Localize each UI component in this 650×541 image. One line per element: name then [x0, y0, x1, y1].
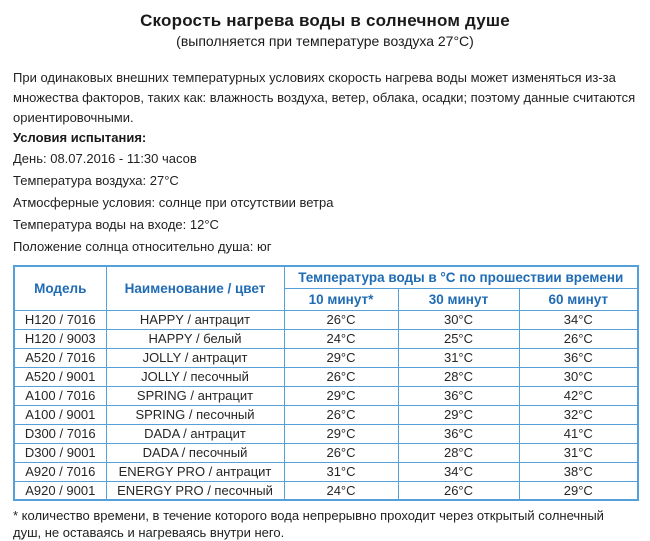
table-row — [14, 424, 638, 443]
table-row — [14, 462, 638, 481]
table-row — [14, 386, 638, 405]
cell-temp-60min: 30°C — [519, 367, 638, 386]
intro-paragraph: При одинаковых внешних температурных условиях скорость нагрева воды может изменяться из-за множества факторов, таких как: влажность воздуха, ветер, облака, осадки; поэтому данные считаются ориентировочными. — [13, 70, 636, 125]
table-body — [14, 310, 638, 500]
condition-line: Положение солнца относительно душа: юг — [13, 239, 272, 254]
cell-temp-60min: 32°C — [519, 405, 638, 424]
footnote: * количество времени, в течение которого вода непрерывно проходит через открытый солнечный душ, не оставаясь и нагреваясь внутри него. — [13, 508, 604, 540]
cell-model: A100 / 7016 — [14, 386, 106, 405]
table-row — [14, 367, 638, 386]
cell-model: D300 / 9001 — [14, 443, 106, 462]
conditions-list — [13, 148, 637, 258]
cell-temp-60min: 36°C — [519, 348, 638, 367]
cell-name: JOLLY / антрацит — [106, 348, 284, 367]
cell-model: A100 / 9001 — [14, 405, 106, 424]
table-header-row-1 — [14, 266, 638, 288]
page-subtitle: (выполняется при температуре воздуха 27°C) — [176, 33, 474, 49]
cell-temp-30min: 30°C — [398, 310, 519, 329]
cell-temp-10min: 24°C — [284, 481, 398, 500]
column-header-model: Модель — [14, 266, 106, 310]
cell-name: ENERGY PRO / песочный — [106, 481, 284, 500]
cell-model: H120 / 9003 — [14, 329, 106, 348]
cell-temp-60min: 34°C — [519, 310, 638, 329]
column-header-60min: 60 минут — [519, 288, 638, 310]
cell-temp-30min: 28°C — [398, 443, 519, 462]
cell-name: JOLLY / песочный — [106, 367, 284, 386]
cell-name: HAPPY / антрацит — [106, 310, 284, 329]
cell-name: SPRING / антрацит — [106, 386, 284, 405]
table-header — [14, 266, 638, 310]
cell-temp-60min: 26°C — [519, 329, 638, 348]
cell-temp-60min: 31°C — [519, 443, 638, 462]
condition-line: День: 08.07.2016 - 11:30 часов — [13, 151, 197, 166]
column-header-temp-group: Температура воды в °C по прошествии времени — [284, 266, 638, 288]
cell-temp-30min: 25°C — [398, 329, 519, 348]
cell-temp-10min: 26°C — [284, 367, 398, 386]
cell-model: A520 / 7016 — [14, 348, 106, 367]
cell-temp-30min: 31°C — [398, 348, 519, 367]
condition-line: Температура воды на входе: 12°C — [13, 217, 219, 232]
table-row — [14, 481, 638, 500]
cell-temp-60min: 42°C — [519, 386, 638, 405]
cell-model: A920 / 7016 — [14, 462, 106, 481]
table-row — [14, 310, 638, 329]
cell-temp-30min: 36°C — [398, 424, 519, 443]
cell-name: DADA / антрацит — [106, 424, 284, 443]
cell-temp-10min: 29°C — [284, 348, 398, 367]
table-row — [14, 405, 638, 424]
cell-temp-60min: 38°C — [519, 462, 638, 481]
column-header-name: Наименование / цвет — [106, 266, 284, 310]
cell-temp-30min: 34°C — [398, 462, 519, 481]
cell-model: A920 / 9001 — [14, 481, 106, 500]
page-title: Скорость нагрева воды в солнечном душе — [140, 11, 510, 30]
cell-name: DADA / песочный — [106, 443, 284, 462]
cell-temp-10min: 31°C — [284, 462, 398, 481]
cell-temp-30min: 29°C — [398, 405, 519, 424]
results-table — [13, 265, 639, 501]
column-header-30min: 30 минут — [398, 288, 519, 310]
cell-temp-10min: 29°C — [284, 424, 398, 443]
cell-temp-10min: 26°C — [284, 310, 398, 329]
cell-temp-30min: 28°C — [398, 367, 519, 386]
cell-model: A520 / 9001 — [14, 367, 106, 386]
condition-line: Атмосферные условия: солнце при отсутствии ветра — [13, 195, 334, 210]
cell-temp-60min: 29°C — [519, 481, 638, 500]
cell-name: HAPPY / белый — [106, 329, 284, 348]
cell-name: ENERGY PRO / антрацит — [106, 462, 284, 481]
cell-temp-10min: 26°C — [284, 443, 398, 462]
condition-line: Температура воздуха: 27°C — [13, 173, 179, 188]
cell-temp-30min: 36°C — [398, 386, 519, 405]
cell-model: D300 / 7016 — [14, 424, 106, 443]
cell-model: H120 / 7016 — [14, 310, 106, 329]
conditions-heading: Условия испытания: — [13, 130, 147, 145]
column-header-10min: 10 минут* — [284, 288, 398, 310]
table-row — [14, 329, 638, 348]
cell-temp-30min: 26°C — [398, 481, 519, 500]
cell-temp-10min: 24°C — [284, 329, 398, 348]
table-row — [14, 443, 638, 462]
cell-temp-10min: 29°C — [284, 386, 398, 405]
cell-temp-10min: 26°C — [284, 405, 398, 424]
cell-temp-60min: 41°C — [519, 424, 638, 443]
cell-name: SPRING / песочный — [106, 405, 284, 424]
table-row — [14, 348, 638, 367]
